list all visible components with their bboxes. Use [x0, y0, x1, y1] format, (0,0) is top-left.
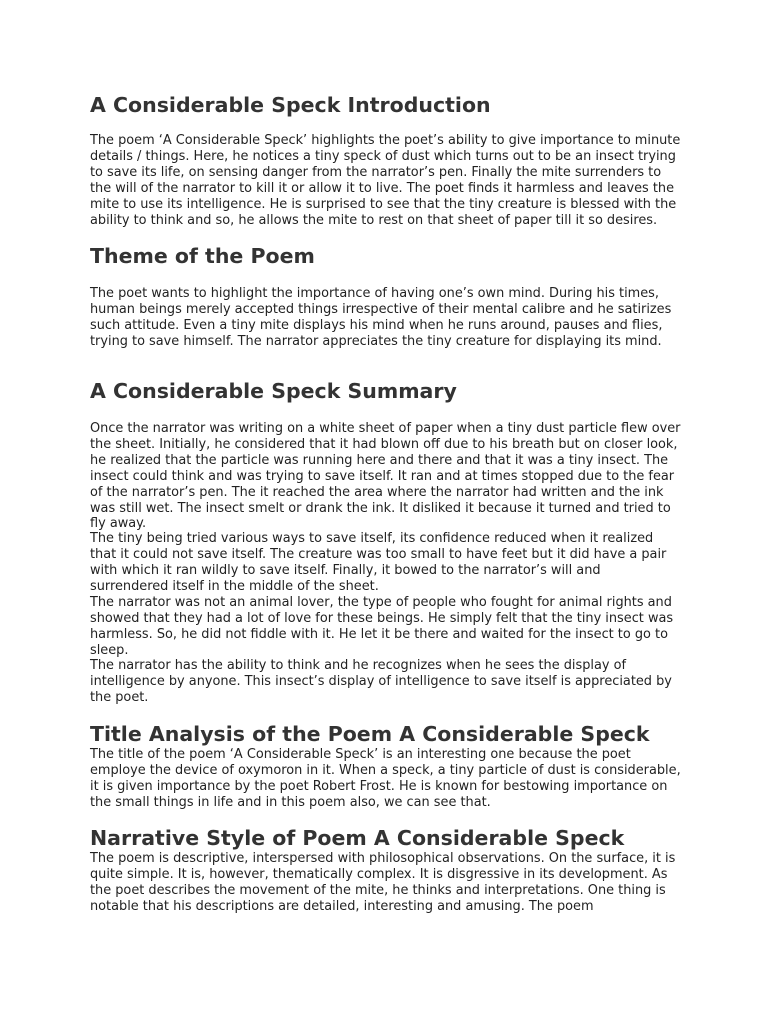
heading-summary: A Considerable Speck Summary — [90, 379, 457, 403]
heading-introduction: A Considerable Speck Introduction — [90, 93, 491, 117]
heading-title-analysis: Title Analysis of the Poem A Considerable Speck — [90, 722, 650, 746]
paragraph-summary-1: Once the narrator was writing on a white sheet of paper when a tiny dust particle flew over the sheet. Initially, he considered that it had blown off due to his breath but on closer look, he realized that the particle was running here and there and that it was a tiny insect. The insect could think and was trying to save itself. It ran and at times stopped due to the fear of the narrator’s pen. The it reached the area where the narrator had written and the ink was still wet. The insect smelt or drank the ink. It disliked it because it turned and tried to fly away. — [90, 421, 681, 532]
paragraph-summary-4: The narrator has the ability to think and he recognizes when he sees the display of intelligence by anyone. This insect’s display of intelligence to save itself is appreciated by the poet. — [90, 658, 672, 705]
paragraph-theme: The poet wants to highlight the importance of having one’s own mind. During his times, human beings merely accepted things irrespective of their mental calibre and he satirizes such attitude. Even a tiny mite displays his mind when he runs around, pauses and flies, trying to save himself. The narrator appreciates the tiny creature for displaying its mind. — [90, 286, 672, 349]
heading-narrative-style: Narrative Style of Poem A Considerable Speck — [90, 826, 625, 850]
paragraph-narrative-style: The poem is descriptive, interspersed with philosophical observations. On the surface, it is quite simple. It is, however, thematically complex. It is disgressive in its development. As the poet describes the movement of the mite, he thinks and interpretations. One thing is notable that his descriptions are detailed, interesting and amusing. The poem — [90, 851, 676, 914]
paragraph-introduction: The poem ‘A Considerable Speck’ highlights the poet’s ability to give importance to minute details / things. Here, he notices a tiny speck of dust which turns out to be an insect trying to save its life, on sensing danger from the narrator’s pen. Finally the mite surrenders to the will of the narrator to kill it or allow it to live. The poet finds it harmless and leaves the mite to use its intelligence. He is surprised to see that the tiny creature is blessed with the ability to think and so, he allows the mite to rest on that sheet of paper till it so desires. — [90, 133, 681, 228]
paragraph-title-analysis: The title of the poem ‘A Considerable Speck’ is an interesting one because the poet employe the device of oxymoron in it. When a speck, a tiny particle of dust is considerable, it is given importance by the poet Robert Frost. He is known for bestowing importance on the small things in life and in this poem also, we can see that. — [90, 747, 681, 810]
paragraph-summary-2: The tiny being tried various ways to save itself, its confidence reduced when it realized that it could not save itself. The creature was too small to have feet but it did have a pair with which it ran wildly to save itself. Finally, it bowed to the narrator’s will and surrendered itself in the middle of the sheet. — [90, 531, 667, 594]
heading-theme: Theme of the Poem — [90, 244, 315, 268]
paragraph-summary-3: The narrator was not an animal lover, the type of people who fought for animal rights and showed that they had a lot of love for these beings. He simply felt that the tiny insect was harmless. So, he did not fiddle with it. He let it be there and waited for the insect to go to sleep. — [90, 595, 674, 658]
